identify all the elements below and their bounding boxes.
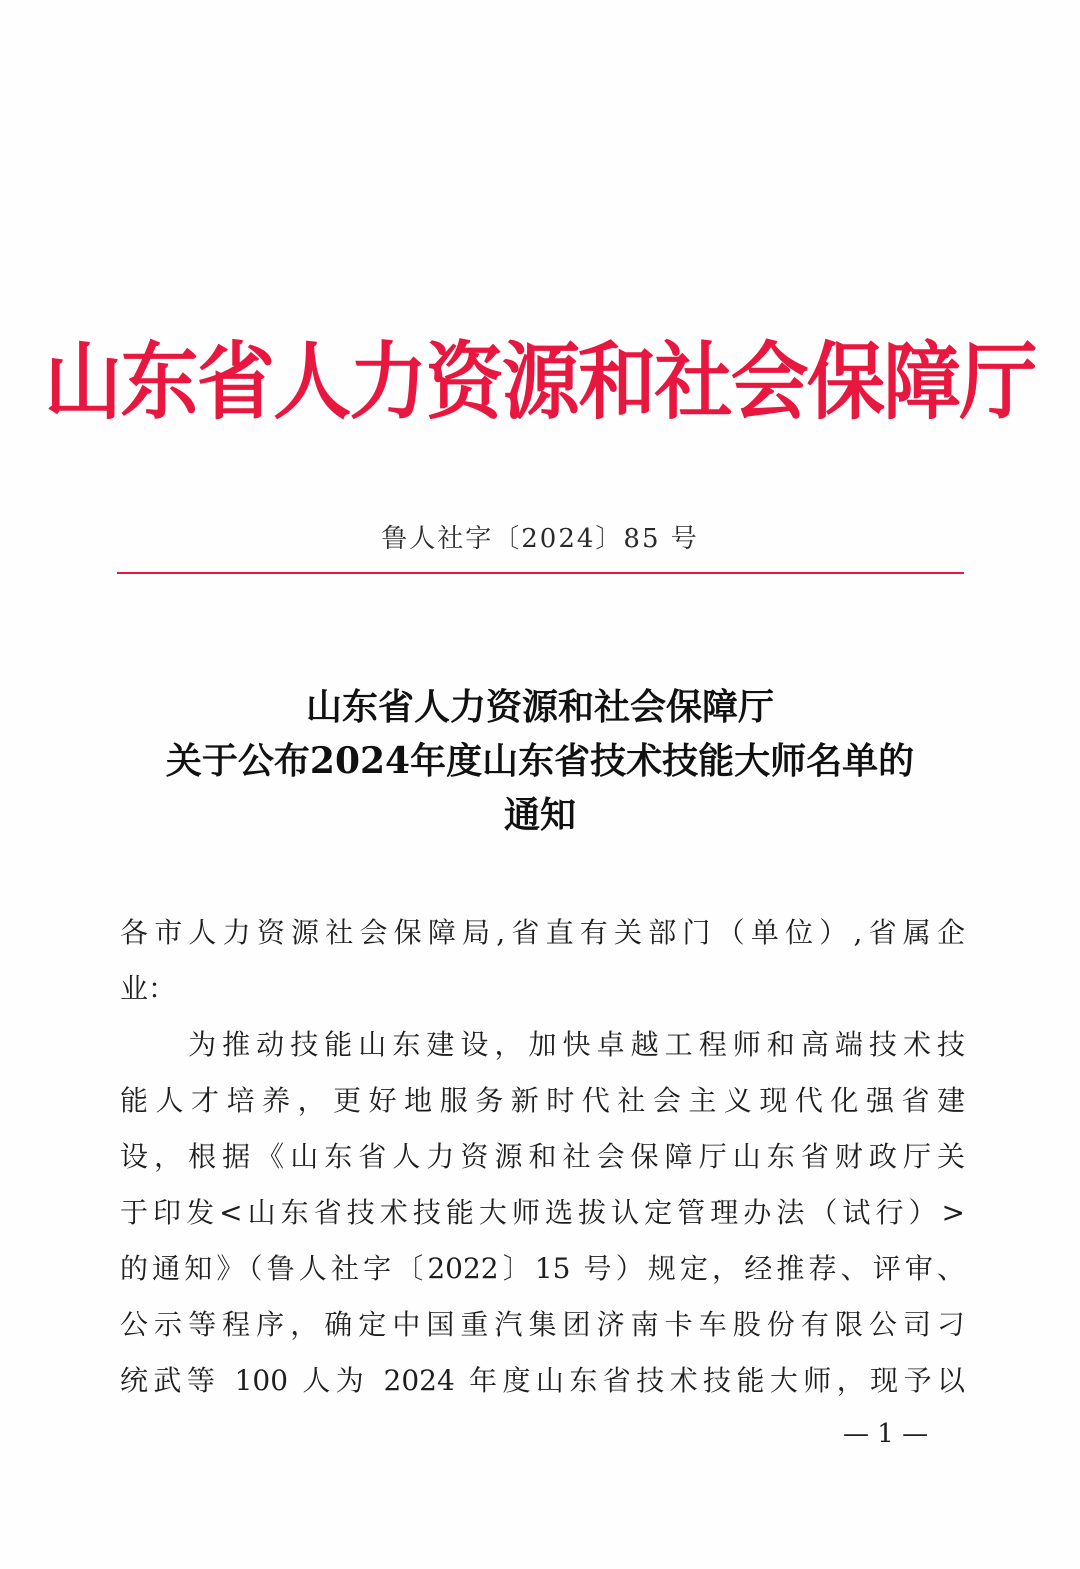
addressee-line-2: 业： [120, 972, 177, 1005]
paragraph-line: 的通知》（鲁人社字〔2022〕15 号）规定，经推荐、评审、 [120, 1252, 965, 1285]
document-title [0, 680, 1080, 842]
header-divider [117, 572, 964, 574]
body-paragraph [120, 1017, 965, 1409]
paragraph-line: 设，根据《山东省人力资源和社会保障厅山东省财政厅关 [120, 1140, 965, 1173]
title-line-2: 关于公布2024年度山东省技术技能大师名单的 [165, 740, 915, 782]
paragraph-line: 能人才培养，更好地服务新时代社会主义现代化强省建 [120, 1084, 965, 1117]
addressee [120, 905, 965, 1017]
title-line-3: 通知 [503, 794, 576, 836]
paragraph-line: 为推动技能山东建设，加快卓越工程师和高端技术技 [120, 1028, 965, 1061]
paragraph-line: 统武等 100 人为 2024 年度山东省技术技能大师，现予以 [120, 1364, 965, 1397]
document-number: 鲁人社字〔2024〕85 号 [381, 524, 699, 554]
page-number: — 1 — [843, 1419, 929, 1449]
paragraph-line: 公示等程序，确定中国重汽集团济南卡车股份有限公司刁 [120, 1308, 965, 1341]
addressee-line-1: 各市人力资源社会保障局,省直有关部门（单位）,省属企 [120, 916, 965, 949]
paragraph-line: 于印发<山东省技术技能大师选拔认定管理办法（试行）> [120, 1196, 965, 1229]
issuer-letterhead: 山东省人力资源和社会保障厅 [44, 332, 1036, 431]
title-line-1: 山东省人力资源和社会保障厅 [305, 686, 774, 728]
